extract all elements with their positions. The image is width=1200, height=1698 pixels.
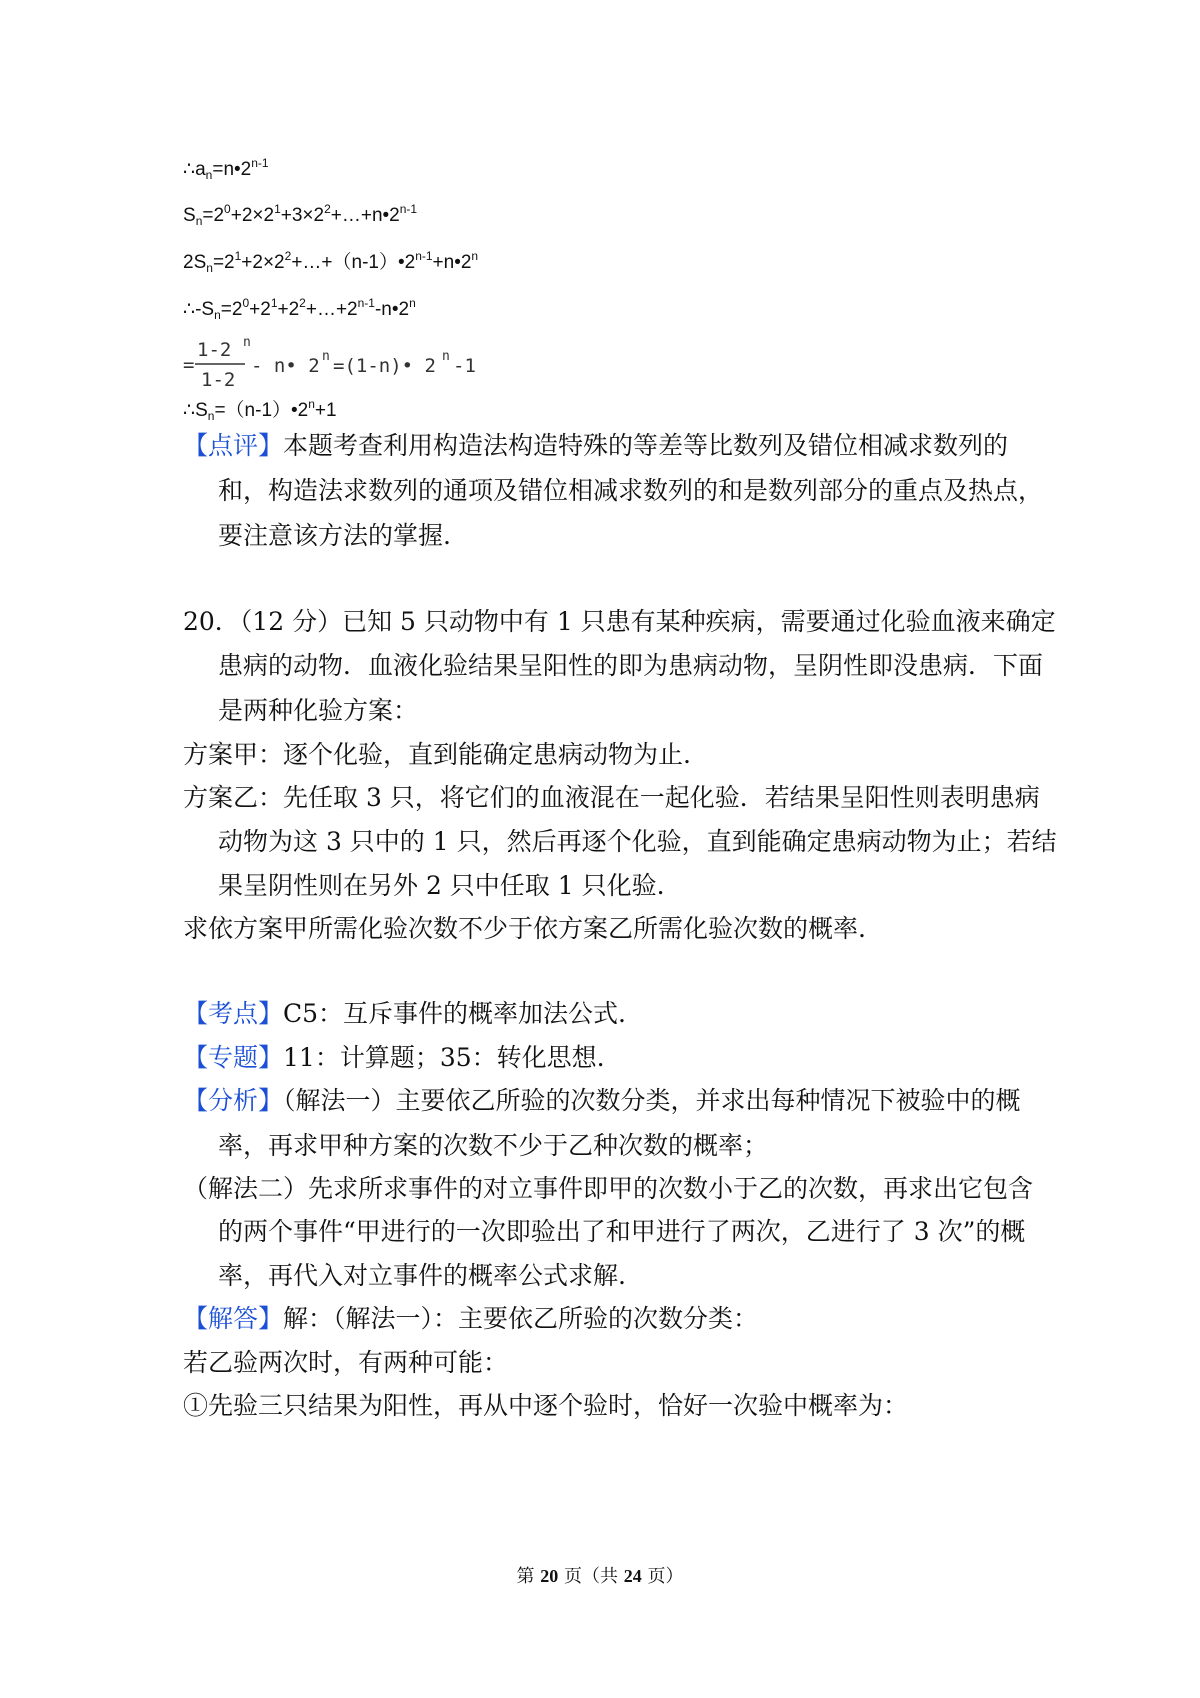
fenxi-line-1: 【分析】（解法一）主要依乙所验的次数分类，并求出每种情况下被验中的概: [183, 1086, 1021, 1115]
page-total: 24: [623, 1566, 642, 1586]
fenxi-line-5: 率，再代入对立事件的概率公式求解.: [218, 1261, 626, 1290]
fenxi-line-2: 率，再求甲种方案的次数不少于乙种次数的概率；: [218, 1131, 769, 1160]
fenxi-tag: 【分析】: [183, 1086, 284, 1115]
frac-numerator: 1-2: [197, 339, 232, 361]
frac-minus-term: - n• 2: [251, 355, 320, 377]
comment-tag: 【点评】: [183, 431, 284, 460]
frac-exp-3: n: [442, 349, 450, 364]
problem-line-1: 20．（12 分）已知 5 只动物中有 1 只患有某种疾病，需要通过化验血液来确定: [183, 607, 1056, 636]
jieda-line-3: ①先验三只结果为阳性，再从中逐个验时，恰好一次验中概率为：: [183, 1391, 909, 1420]
jieda-line-2: 若乙验两次时，有两种可能：: [183, 1348, 509, 1377]
problem-line-4: 方案甲：逐个化验，直到能确定患病动物为止.: [183, 740, 691, 769]
fenxi-line-3: （解法二）先求所求事件的对立事件即甲的次数小于乙的次数，再求出它包含: [183, 1174, 1034, 1203]
jieda-tag: 【解答】: [183, 1304, 284, 1333]
kaodian-line: 【考点】C5：互斥事件的概率加法公式.: [183, 999, 626, 1028]
fraction-formula-image: [183, 336, 503, 392]
frac-tail: -1: [453, 355, 476, 377]
kaodian-tag: 【考点】: [183, 999, 284, 1028]
frac-equals: =: [183, 354, 195, 376]
frac-exp-2: n: [322, 349, 330, 364]
problem-line-2: 患病的动物．血液化验结果呈阳性的即为患病动物，呈阴性即没患病．下面: [218, 651, 1044, 680]
problem-line-6: 动物为这 3 只中的 1 只，然后再逐个化验，直到能确定患病动物为止；若结: [218, 827, 1057, 856]
formula-sn: $S_n=2^0+2\times 2^1+3\times 2^2+\dots+n•2^{n‐1}$: [183, 202, 418, 228]
problem-line-8: 求依方案甲所需化验次数不少于依方案乙所需化验次数的概率.: [183, 914, 866, 943]
comment-line-1: 【点评】本题考查利用构造法构造特殊的等差等比数列及错位相减求数列的: [183, 431, 1009, 460]
problem-line-3: 是两种化验方案：: [218, 696, 419, 725]
frac-denominator: 1-2: [201, 369, 236, 391]
problem-line-7: 果呈阴性则在另外 2 只中任取 1 只化验.: [218, 871, 665, 900]
jieda-line-1: 【解答】解：（解法一）：主要依乙所验的次数分类：: [183, 1304, 759, 1333]
comment-line-2: 和，构造法求数列的通项及错位相减求数列的和是数列部分的重点及热点，: [218, 476, 1044, 505]
formula-an: $\therefore a_n=n•2^{n‐1}$: [183, 156, 269, 182]
formula-neg-sn: $\therefore‐S_n=2^0+2^1+2^2+\dots+2^{n‐1}‐n•2^n$: [183, 296, 416, 322]
formula-sn-result: $\therefore S_n=(n‐1)•2^n+1$: [183, 397, 337, 423]
frac-rest: =(1-n)• 2: [333, 355, 436, 377]
page-footer: 第 20 页（共 24 页）: [516, 1566, 684, 1587]
zhuanti-tag: 【专题】: [183, 1043, 284, 1072]
problem-line-5: 方案乙：先任取 3 只，将它们的血液混在一起化验．若结果呈阳性则表明患病: [183, 783, 1040, 812]
fenxi-line-4: 的两个事件“甲进行的一次即验出了和甲进行了两次，乙进行了 3 次”的概: [218, 1217, 1026, 1246]
frac-num-exp: n: [243, 336, 251, 350]
comment-line-3: 要注意该方法的掌握.: [218, 521, 451, 550]
page-number: 20: [540, 1566, 559, 1586]
formula-2sn: $2S_n=2^1+2\times 2^2+\dots+(n‐1)•2^{n‐1}+n•2^n$: [183, 249, 479, 275]
zhuanti-line: 【专题】11：计算题；35：转化思想.: [183, 1043, 605, 1072]
